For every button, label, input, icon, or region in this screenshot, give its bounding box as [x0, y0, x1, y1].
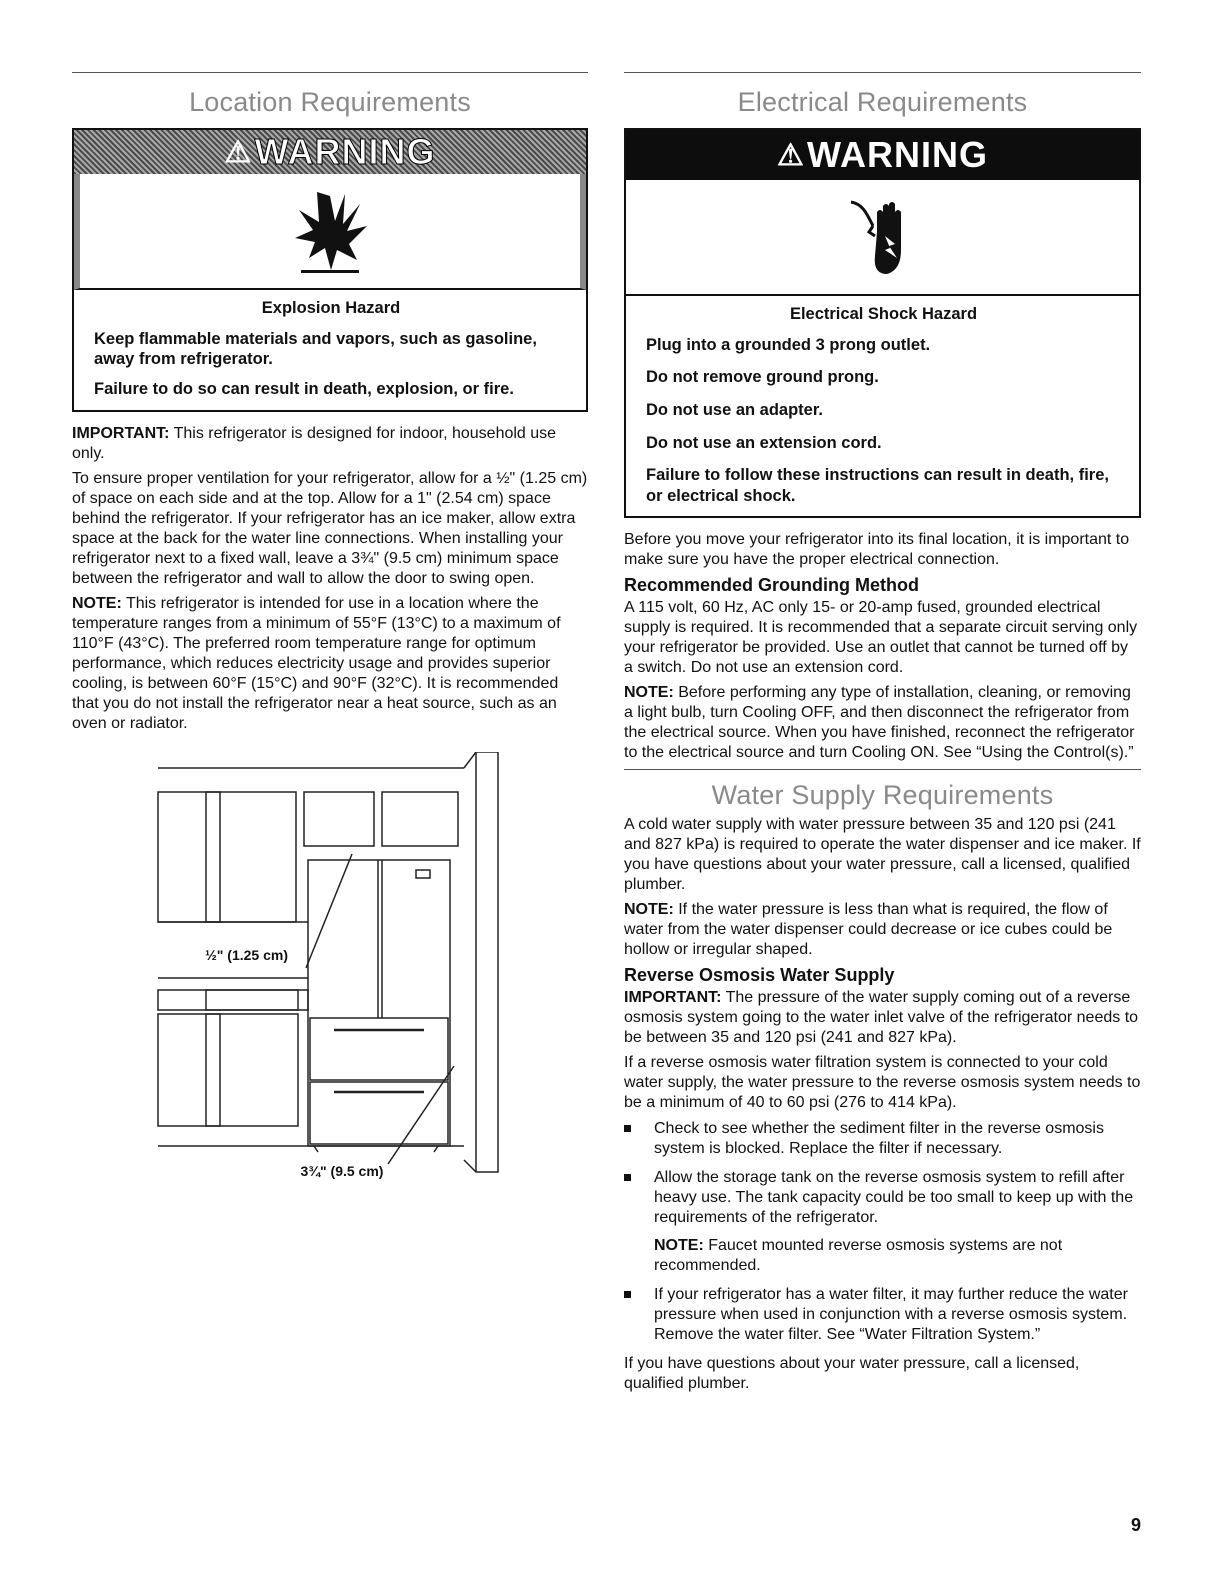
paragraph-grounding: A 115 volt, 60 Hz, AC only 15- or 20-amp fused, grounded electrical supply is required. It is recommended that a separate circuit serving only your refrigerator be provided. Use an outlet that cannot be turned off by a switch. Do not use an extension cord. — [624, 599, 1138, 677]
warning-line: Failure to follow these instructions can result in death, fire, or electrical shock. — [646, 466, 1109, 505]
hazard-title: Explosion Hazard — [261, 299, 401, 317]
warning-body — [74, 290, 586, 410]
warning-line: Keep flammable materials and vapors, such as gasoline, away from refrigerator. — [94, 329, 537, 369]
clearance-diagram — [72, 752, 588, 1187]
paragraph-ro-important: IMPORTANT: The pressure of the water supply coming out of a reverse osmosis system going to the water inlet valve of the refrigerator needs to be between 35 and 120 psi (241 and 827 kPa). — [624, 989, 1139, 1047]
top-rule — [72, 72, 588, 73]
heading-reverse-osmosis: Reverse Osmosis Water Supply — [624, 965, 895, 986]
warning-label: WARNING — [254, 131, 436, 172]
explosion-pictogram — [74, 174, 586, 290]
warning-line: Plug into a grounded 3 prong outlet. — [646, 335, 931, 354]
warning-line: Do not use an adapter. — [646, 400, 823, 419]
electrical-warning-box — [624, 128, 1141, 518]
paragraph-closing: If you have questions about your water pressure, call a licensed, qualified plumber. — [624, 1355, 1080, 1393]
warning-line: Do not use an extension cord. — [646, 433, 882, 452]
section-title-water: Water Supply Requirements — [711, 780, 1054, 811]
paragraph-electrical-intro: Before you move your refrigerator into its final location, it is important to make sure you have the proper electrical connection. — [624, 531, 1130, 569]
warning-header — [74, 130, 586, 174]
list-item: Check to see whether the sediment filter in the reverse osmosis system is blocked. Replace the filter if necessary. — [624, 1119, 1141, 1159]
section-title-electrical: Electrical Requirements — [737, 87, 1028, 117]
list-item: Allow the storage tank on the reverse osmosis system to refill after heavy use. The tank capacity could be too small to keep up with the requirements of the refrigerator. NOTE: Faucet mounted reverse osmosis systems are not recommended. — [624, 1168, 1141, 1276]
alert-triangle-icon: ⚠ — [224, 135, 253, 169]
explosion-icon — [285, 186, 375, 276]
side-clearance-label: ½" (1.25 cm) — [205, 946, 288, 963]
warning-line: Do not remove ground prong. — [646, 368, 879, 387]
left-column — [72, 72, 588, 1187]
warning-body — [626, 296, 1139, 516]
list-item: If your refrigerator has a water filter, it may further reduce the water pressure when used in conjunction with a reverse osmosis system. Remove the water filter. See “Water Filtration System.” — [624, 1285, 1141, 1345]
paragraph-note-temperature: NOTE: This refrigerator is intended for use in a location where the temperature ranges from a minimum of 55°F (13°C) to a maximum of 110°F (43°C). The preferred room temperature range for optimum performance, which reduces electricity usage and provides superior cooling, is between 60°F (15°C) and 90°F (32°C). It is recommended that you do not install the refrigerator near a heat source, such as an oven or radiator. — [72, 594, 561, 732]
right-column — [624, 72, 1141, 1399]
hazard-title: Electrical Shock Hazard — [789, 305, 978, 323]
warning-line: Failure to do so can result in death, explosion, or fire. — [94, 379, 514, 398]
alert-triangle-icon: ⚠ — [777, 138, 805, 172]
paragraph-important: IMPORTANT: This refrigerator is designed for indoor, household use only. — [72, 424, 557, 462]
paragraph-note-electrical: NOTE: Before performing any type of installation, cleaning, or removing a light bulb, turn Cooling OFF, and then disconnect the refrigerator from the electrical source. When you have finished, reconnect the refrigerator to the electrical source and turn Cooling ON. See “Using the Control(s).” — [624, 684, 1135, 762]
page-number: 9 — [1130, 1515, 1141, 1535]
section-title-location: Location Requirements — [189, 87, 471, 117]
electric-shock-hand-icon — [843, 192, 923, 282]
paragraph-water-intro: A cold water supply with water pressure between 35 and 120 psi (241 and 827 kPa) is required to operate the water dispenser and ice maker. If you have questions about your water pressure, call a licensed, qualified plumber. — [624, 816, 1141, 894]
section-rule — [624, 769, 1141, 770]
heading-grounding-method: Recommended Grounding Method — [624, 575, 919, 596]
warning-header — [626, 130, 1139, 180]
explosion-warning-box — [72, 128, 588, 412]
refrigerator-clearance-illustration — [72, 752, 588, 1182]
ro-bullet-list — [624, 1119, 1141, 1345]
wall-clearance-label: 3¾" (9.5 cm) — [300, 1162, 384, 1179]
warning-label: WARNING — [806, 134, 988, 175]
paragraph-note-water: NOTE: If the water pressure is less than what is required, the flow of water from the water dispenser could decrease or ice cubes could be hollow or irregular shaped. — [624, 901, 1113, 959]
bullet-note: NOTE: Faucet mounted reverse osmosis systems are not recommended. — [654, 1237, 1063, 1275]
top-rule — [624, 72, 1141, 73]
shock-pictogram — [626, 180, 1139, 296]
paragraph-ventilation: To ensure proper ventilation for your refrigerator, allow for a ½" (1.25 cm) of space on each side and at the top. Allow for a 1" (2.54 cm) space behind the refrigerator. If your refrigerator has an ice maker, allow extra space at the back for the water line connections. When installing your refrigerator next to a fixed wall, leave a 3¾" (9.5 cm) minimum space between the refrigerator and wall to allow the door to swing open. — [72, 469, 588, 587]
paragraph-ro-pressure: If a reverse osmosis water filtration system is connected to your cold water supply, the water pressure to the reverse osmosis system needs to be a minimum of 40 to 60 psi (276 to 414 kPa). — [624, 1054, 1141, 1112]
